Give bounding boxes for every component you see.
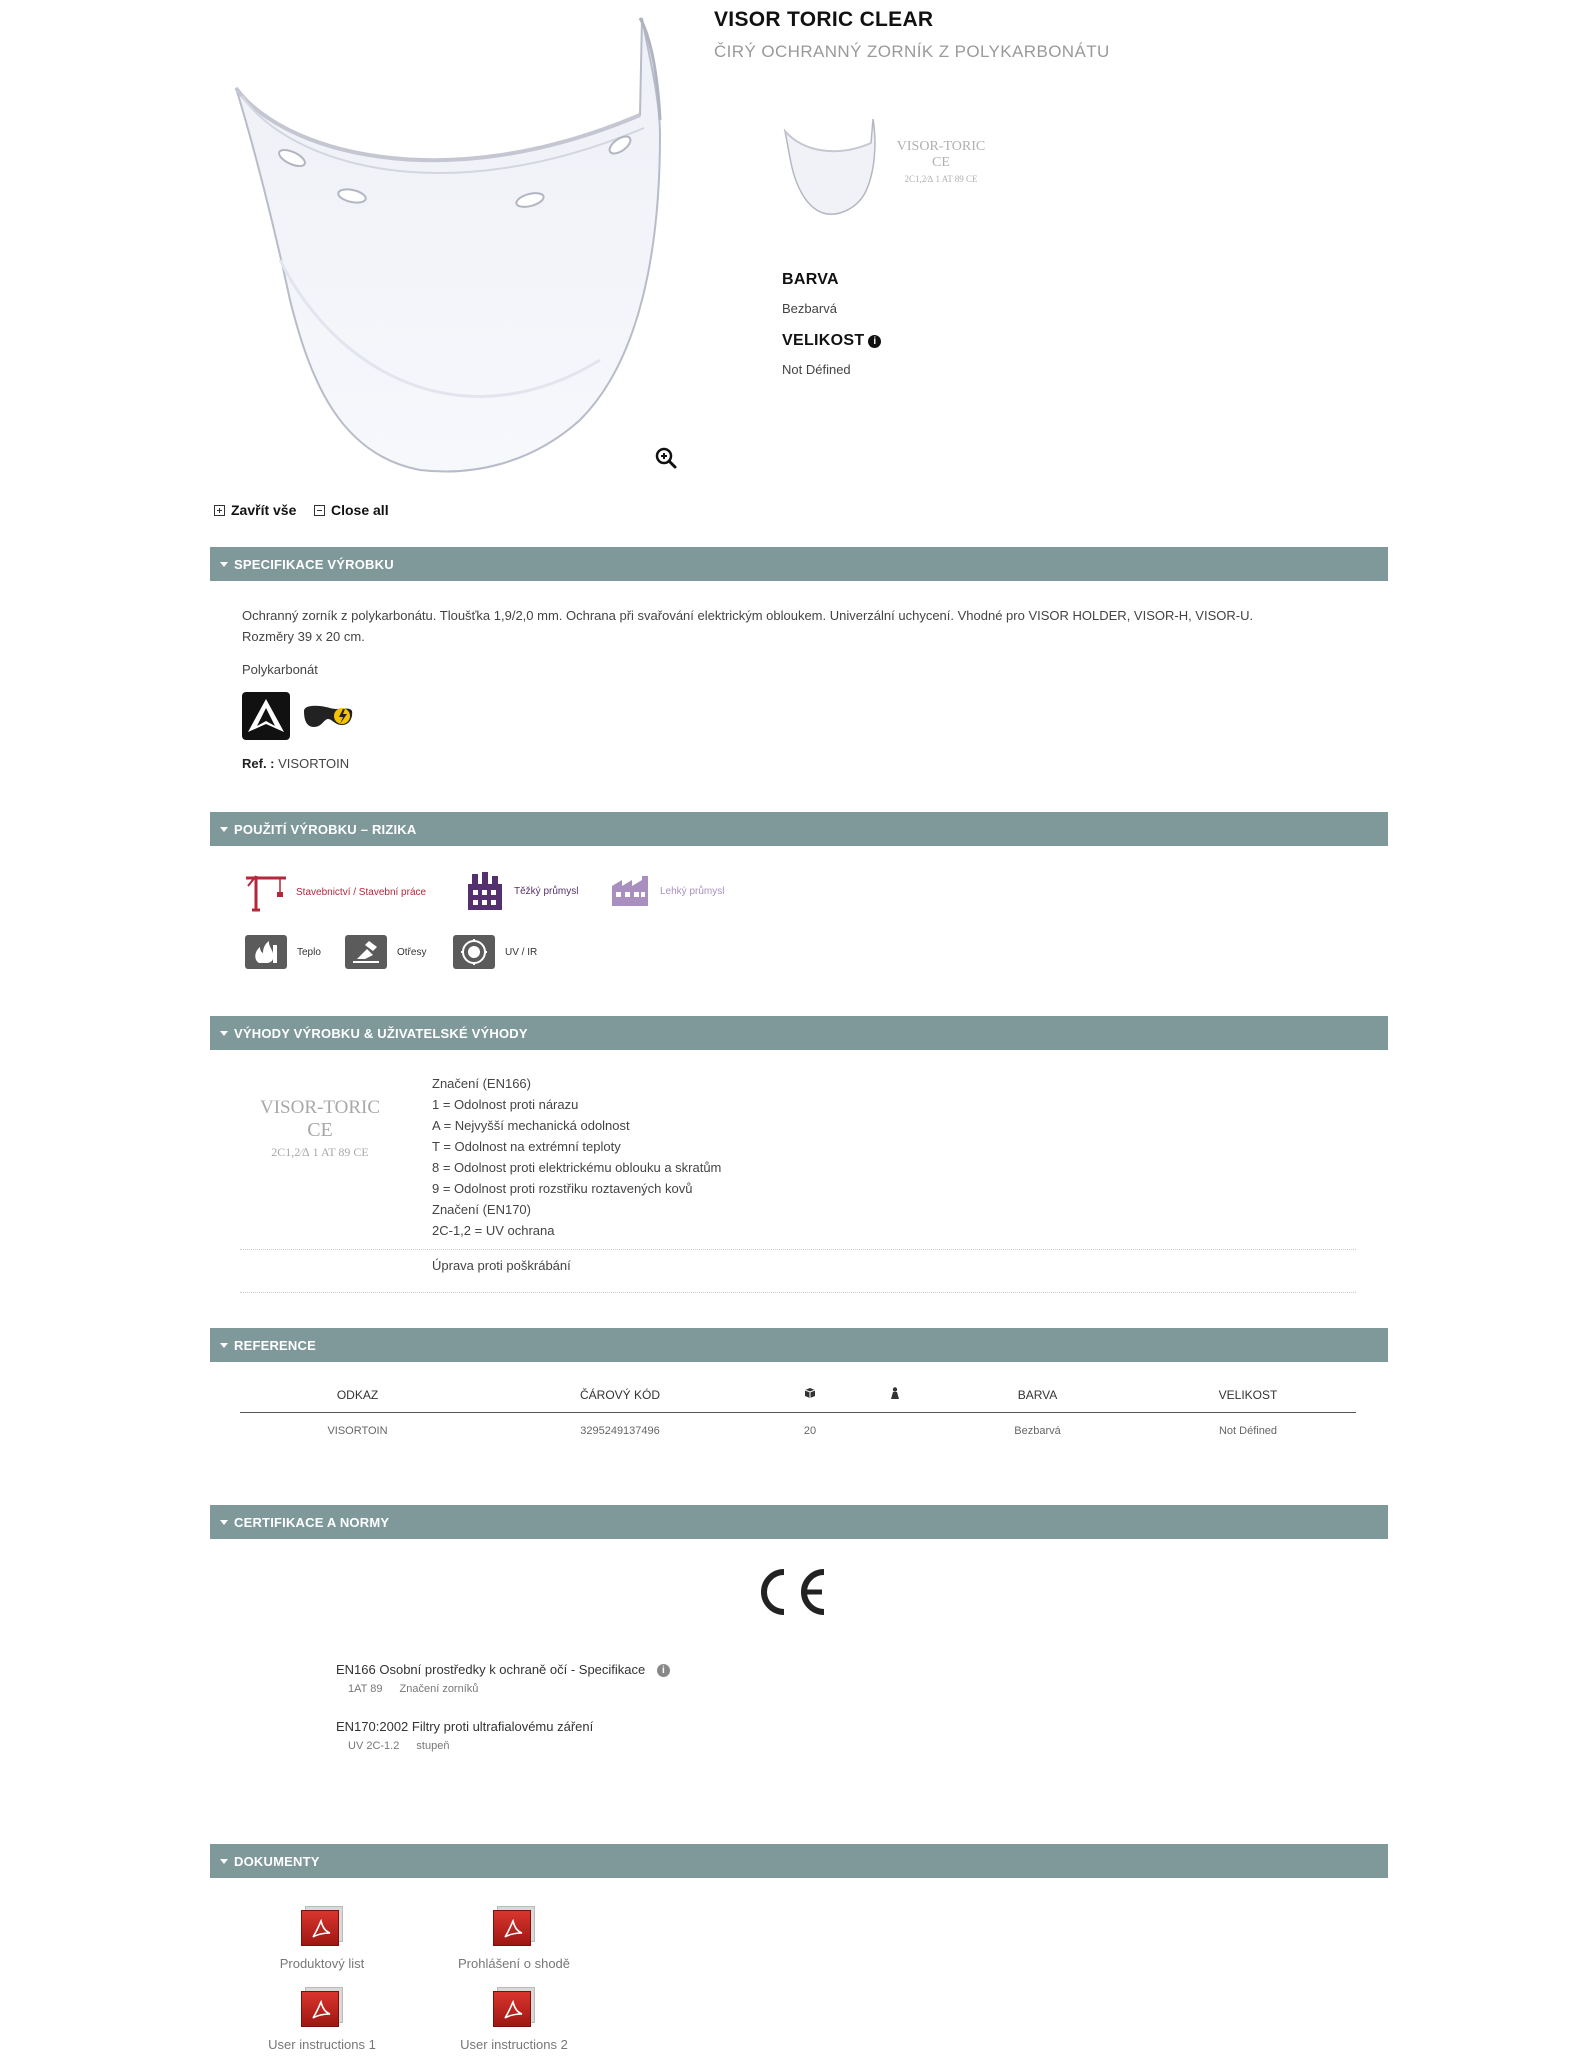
norm-desc: stupeň	[416, 1740, 450, 1752]
risk-shocks-label: Otřesy	[397, 946, 427, 958]
cell-ref: VISORTOIN	[327, 1425, 388, 1438]
document-user-instructions-1[interactable]	[232, 1987, 412, 2052]
document-declaration-conformity[interactable]	[424, 1906, 604, 1971]
document-product-sheet[interactable]	[232, 1906, 412, 1971]
spec-reference	[242, 753, 349, 774]
section-header-reference[interactable]	[210, 1328, 1388, 1362]
benefit-line: 9 = Odolnost proti rozstřiku roztavených kovů	[432, 1181, 693, 1196]
ref-value: VISORTOIN	[278, 756, 350, 771]
person-icon	[890, 1387, 900, 1399]
delta-plus-logo-icon	[242, 692, 290, 740]
section-title-documents: DOKUMENTY	[234, 1853, 320, 1869]
section-title-certification: CERTIFIKACE A NORMY	[234, 1514, 390, 1530]
size-label: VELIKOST	[782, 332, 865, 349]
color-label: BARVA	[782, 271, 839, 288]
section-header-certification[interactable]	[210, 1505, 1388, 1539]
caret-down-icon	[220, 1031, 228, 1036]
sector-light-industry	[610, 874, 724, 908]
product-main-image[interactable]	[220, 0, 700, 480]
section-title-benefits: VÝHODY VÝROBKU & UŽIVATELSKÉ VÝHODY	[234, 1025, 528, 1041]
norm-en166	[336, 1662, 670, 1695]
section-header-documents[interactable]	[210, 1844, 1388, 1878]
thumbnail-marking-line2: CE	[932, 155, 950, 170]
risk-uv-ir-label: UV / IR	[505, 946, 538, 958]
heavy-industry-icon	[464, 870, 506, 912]
spec-material: Polykarbonát	[242, 662, 318, 677]
benefit-line: T = Odolnost na extrémní teploty	[432, 1139, 621, 1154]
cell-box-qty: 20	[803, 1425, 817, 1438]
col-header-ref: ODKAZ	[240, 1378, 475, 1412]
plus-box-icon	[214, 505, 225, 516]
close-all-toggle[interactable]	[314, 502, 389, 518]
caret-down-icon	[220, 562, 228, 567]
document-label: User instructions 2	[460, 2037, 568, 2052]
col-header-box	[765, 1378, 855, 1412]
benefits-marking-line1: VISOR-TORIC	[260, 1097, 380, 1118]
norm-title: EN170:2002 Filtry proti ultrafialovému záření	[336, 1719, 594, 1734]
caret-down-icon	[220, 1520, 228, 1525]
reference-table	[240, 1378, 1356, 1450]
col-header-size: VELIKOST	[1140, 1378, 1356, 1412]
divider	[240, 1249, 1356, 1250]
sector-construction	[244, 872, 426, 912]
sector-heavy-industry-label: Těžký průmysl	[514, 885, 579, 897]
spec-description	[242, 605, 1362, 647]
spec-dimensions-text: Rozměry 39 x 20 cm.	[242, 629, 365, 644]
section-title-reference: REFERENCE	[234, 1337, 316, 1353]
risk-shocks	[345, 935, 426, 969]
risk-heat-label: Teplo	[297, 946, 321, 958]
benefit-line: A = Nejvyšší mechanická odolnost	[432, 1118, 630, 1133]
box-icon	[804, 1387, 816, 1399]
thumbnail-marking-line1: VISOR-TORIC	[896, 139, 986, 154]
col-header-barcode: ČÁROVÝ KÓD	[475, 1378, 765, 1412]
pdf-icon	[491, 1906, 537, 1948]
norm-code: 1AT 89	[348, 1683, 383, 1695]
spec-description-text: Ochranný zorník z polykarbonátu. Tloušťka 1,9/2,0 mm. Ochrana při svařování elektrickým obloukem. Univerzální uchycení. Vhodné pro VISOR HOLDER, VISOR-H, VISOR-U.	[242, 608, 1254, 623]
zoom-icon[interactable]	[654, 446, 678, 470]
benefits-marking-line3: 2C1,2⁄∆ 1 AT 89 CE	[271, 1145, 369, 1159]
info-icon[interactable]: i	[868, 335, 881, 348]
table-header-row	[240, 1378, 1356, 1412]
product-subtitle: ČIRÝ OCHRANNÝ ZORNÍK Z POLYKARBONÁTU	[714, 42, 1110, 61]
ref-label: Ref. :	[242, 756, 275, 771]
caret-down-icon	[220, 1343, 228, 1348]
section-header-spec[interactable]	[210, 547, 1388, 581]
benefits-marking-image	[258, 1097, 382, 1163]
section-header-benefits[interactable]	[210, 1016, 1388, 1050]
section-title-usage: POUŽITÍ VÝROBKU – RIZIKA	[234, 821, 417, 837]
benefits-list	[432, 1073, 721, 1241]
benefit-line: 1 = Odolnost proti nárazu	[432, 1097, 579, 1112]
benefit-line: 2C-1,2 = UV ochrana	[432, 1223, 555, 1238]
norm-code: UV 2C-1.2	[348, 1740, 400, 1752]
risk-heat	[245, 935, 321, 969]
close-all-label: Close all	[331, 502, 389, 518]
size-label-row	[782, 332, 881, 350]
info-icon[interactable]: i	[657, 1664, 670, 1677]
heat-icon	[245, 935, 287, 969]
cell-size: Not Défined	[1218, 1425, 1278, 1438]
table-row[interactable]	[240, 1412, 1356, 1450]
cell-barcode: 3295249137496	[580, 1425, 660, 1438]
col-header-color: BARVA	[935, 1378, 1140, 1412]
benefit-line: Značení (EN170)	[432, 1202, 531, 1217]
product-thumbnail[interactable]	[778, 112, 994, 222]
expand-all-label: Zavřít vše	[231, 502, 297, 518]
benefits-marking-line2: CE	[307, 1119, 333, 1141]
welding-glasses-icon	[302, 703, 354, 731]
caret-down-icon	[220, 1859, 228, 1864]
sector-light-industry-label: Lehký průmysl	[660, 885, 725, 897]
pdf-icon	[491, 1987, 537, 2029]
thumbnail-marking-line3: 2C1,2⁄∆ 1 AT 89 CE	[904, 174, 978, 184]
document-user-instructions-2[interactable]	[424, 1987, 604, 2052]
expand-all-toggle[interactable]	[214, 502, 296, 518]
document-label: Prohlášení o shodě	[457, 1956, 571, 1971]
section-title-spec: SPECIFIKACE VÝROBKU	[234, 556, 394, 572]
product-title: VISOR TORIC CLEAR	[714, 8, 934, 31]
ce-mark-icon	[754, 1566, 828, 1618]
color-value: Bezbarvá	[782, 301, 837, 316]
norm-desc: Značení zorníků	[399, 1683, 479, 1695]
uv-ir-icon	[453, 935, 495, 969]
divider	[240, 1292, 1356, 1293]
light-industry-icon	[610, 874, 652, 908]
cell-color: Bezbarvá	[1014, 1425, 1061, 1438]
col-header-person	[855, 1378, 935, 1412]
benefit-line: 8 = Odolnost proti elektrickému oblouku a skratům	[432, 1160, 722, 1175]
caret-down-icon	[220, 827, 228, 832]
pdf-icon	[299, 1906, 345, 1948]
benefit-line: Značení (EN166)	[432, 1076, 531, 1091]
cell-person-qty	[855, 1412, 935, 1450]
shock-icon	[345, 935, 387, 969]
section-header-usage[interactable]	[210, 812, 1388, 846]
document-label: Produktový list	[279, 1956, 365, 1971]
risk-uv-ir	[453, 935, 537, 969]
pdf-icon	[299, 1987, 345, 2029]
norm-en170	[336, 1719, 593, 1752]
minus-box-icon	[314, 505, 325, 516]
crane-icon	[244, 872, 288, 912]
size-value: Not Défined	[782, 362, 851, 377]
sector-heavy-industry	[464, 870, 578, 912]
norm-title: EN166 Osobní prostředky k ochraně očí - Specifikace	[336, 1662, 646, 1677]
document-label: User instructions 1	[268, 2037, 376, 2052]
benefit-extra: Úprava proti poškrábání	[432, 1258, 571, 1273]
sector-construction-label: Stavebnictví / Stavební práce	[296, 886, 427, 898]
